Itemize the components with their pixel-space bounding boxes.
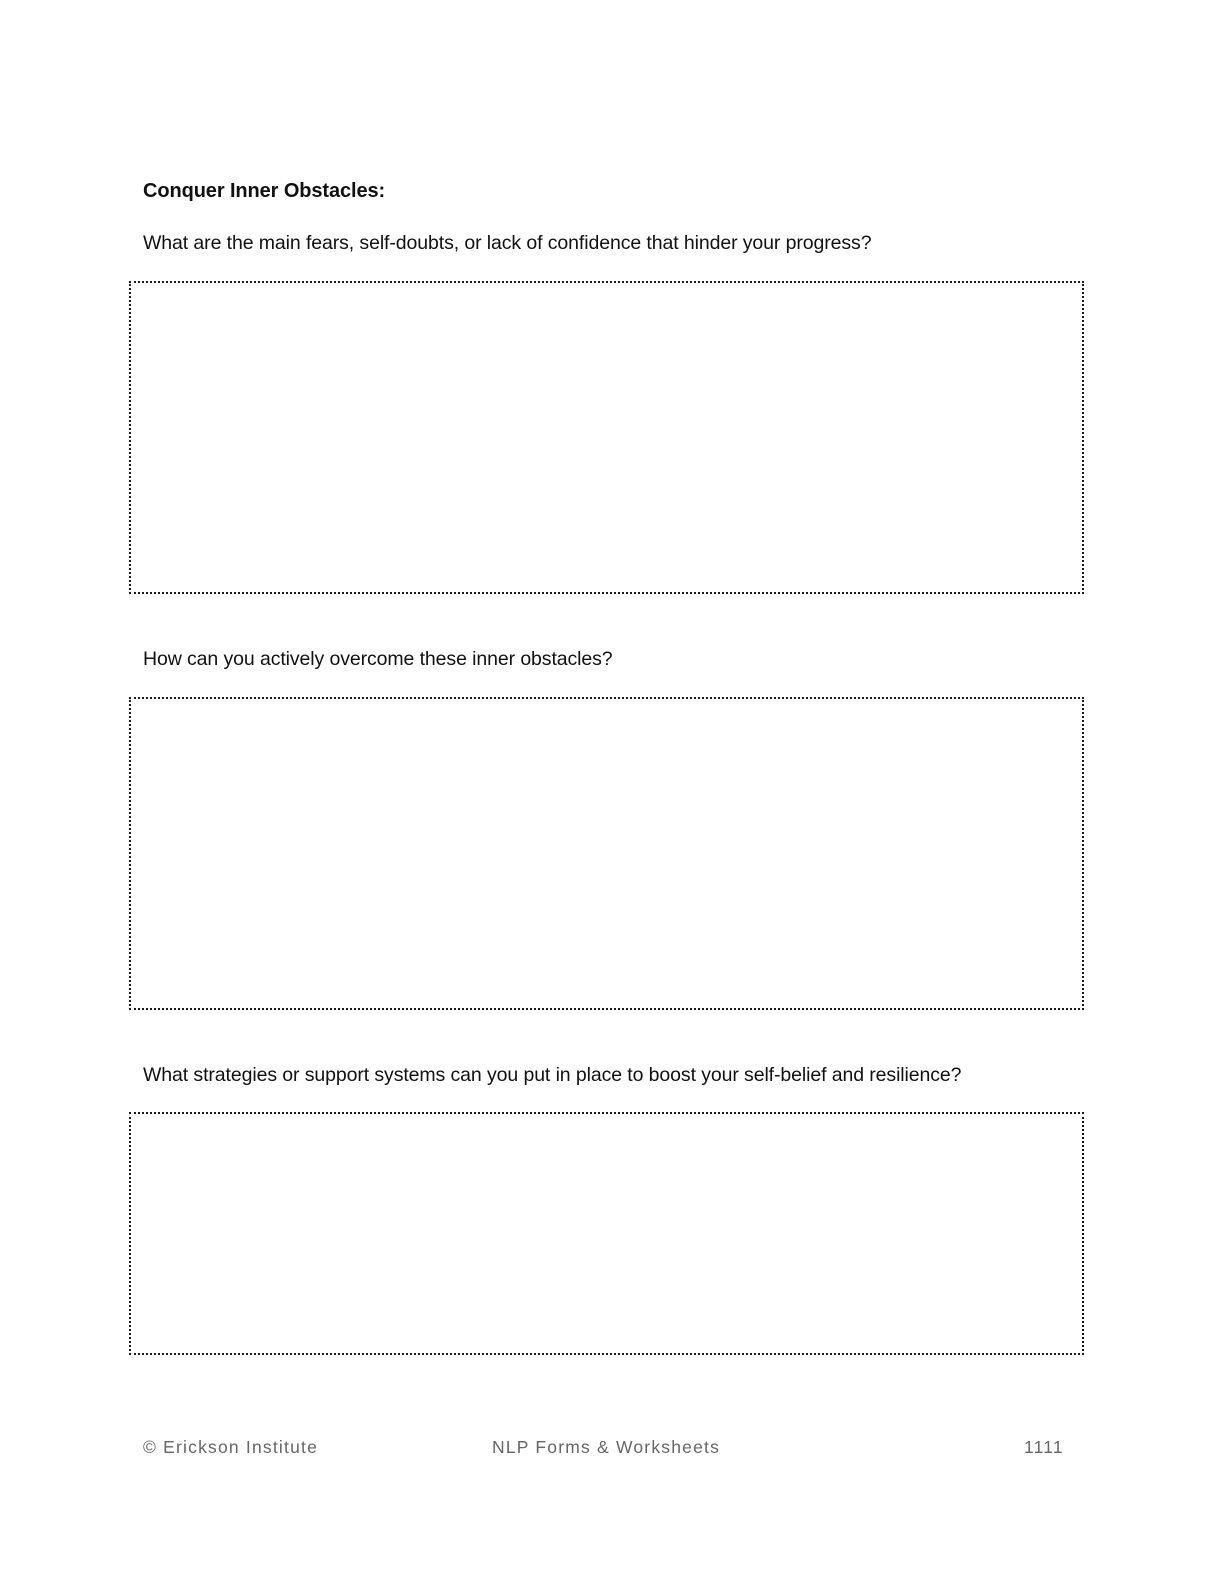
question-3-answer-box[interactable] bbox=[129, 1112, 1084, 1355]
question-2-answer-box[interactable] bbox=[129, 697, 1084, 1010]
question-2-prompt: How can you actively overcome these inner obstacles? bbox=[143, 648, 613, 670]
footer-page-number: 1111 bbox=[1024, 1437, 1064, 1457]
question-1-prompt: What are the main fears, self-doubts, or lack of confidence that hinder your progress? bbox=[143, 232, 872, 254]
question-3-prompt: What strategies or support systems can you put in place to boost your self-belief and resilience? bbox=[143, 1064, 962, 1086]
section-heading: Conquer Inner Obstacles: bbox=[143, 180, 386, 202]
footer-book-title: NLP Forms & Worksheets bbox=[492, 1437, 721, 1457]
question-1-answer-box[interactable] bbox=[129, 281, 1084, 594]
footer-copyright: © Erickson Institute bbox=[143, 1437, 319, 1457]
